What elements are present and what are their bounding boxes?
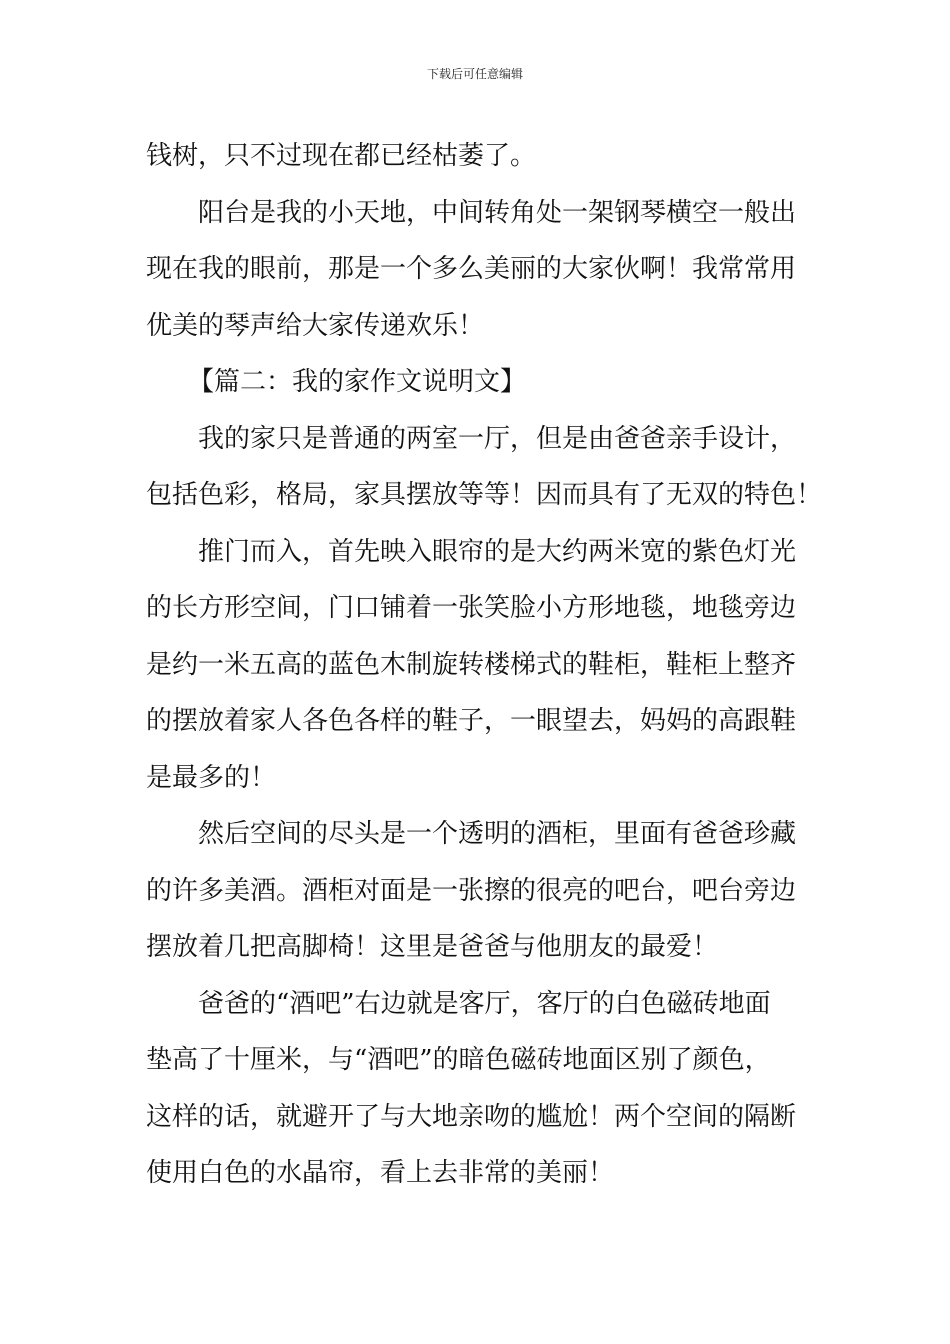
text-line: 是最多的！ bbox=[146, 762, 277, 793]
text-line: 包括色彩，格局，家具摆放等等！因而具有了无双的特色！ bbox=[146, 480, 823, 510]
text-line: 钱树，只不过现在都已经枯萎了。 bbox=[146, 141, 537, 171]
text-line: 是约一米五高的蓝色木制旋转楼梯式的鞋柜，鞋柜上整齐 bbox=[146, 649, 797, 680]
text-line: 的摆放着家人各色各样的鞋子，一眼望去，妈妈的高跟鞋 bbox=[146, 706, 797, 736]
text-line: 优美的琴声给大家传递欢乐！ bbox=[146, 310, 485, 341]
document-body bbox=[146, 128, 823, 1202]
text-line: 摆放着几把高脚椅！这里是爸爸与他朋友的最爱！ bbox=[146, 932, 719, 962]
text-line: 现在我的眼前，那是一个多么美丽的大家伙啊！我常常用 bbox=[146, 254, 797, 284]
page-header: 下载后可任意编辑 bbox=[426, 67, 523, 81]
text-line: 然后空间的尽头是一个透明的酒柜，里面有爸爸珍藏 bbox=[198, 819, 797, 849]
section-heading-text: 【篇二：我的家作文说明文】 bbox=[188, 367, 527, 397]
text-line: 这样的话，就避开了与大地亲吻的尴尬！两个空间的隔断 bbox=[146, 1101, 797, 1132]
text-line: 使用白色的水晶帘，看上去非常的美丽！ bbox=[146, 1158, 615, 1188]
text-line: 阳台是我的小天地，中间转角处一架钢琴横空一般出 bbox=[198, 197, 797, 228]
paragraph-entrance bbox=[146, 524, 810, 807]
paragraph-balcony bbox=[146, 185, 810, 355]
paragraph-living-room bbox=[146, 976, 810, 1202]
text-line: 我的家只是普通的两室一厅，但是由爸爸亲手设计， bbox=[198, 423, 797, 454]
text-line: 垫高了十厘米，与“酒吧”的暗色磁砖地面区别了颜色， bbox=[146, 1045, 771, 1075]
paragraph-continuation bbox=[146, 128, 810, 185]
paragraph-bar bbox=[146, 806, 810, 976]
paragraph-intro bbox=[146, 411, 823, 524]
section-heading bbox=[146, 354, 810, 411]
text-line: 爸爸的“酒吧”右边就是客厅，客厅的白色磁砖地面 bbox=[198, 988, 771, 1019]
text-line: 的长方形空间，门口铺着一张笑脸小方形地毯，地毯旁边 bbox=[146, 593, 797, 623]
text-line: 推门而入，首先映入眼帘的是大约两米宽的紫色灯光 bbox=[198, 536, 797, 567]
text-line: 的许多美酒。酒柜对面是一张擦的很亮的吧台，吧台旁边 bbox=[146, 875, 797, 906]
